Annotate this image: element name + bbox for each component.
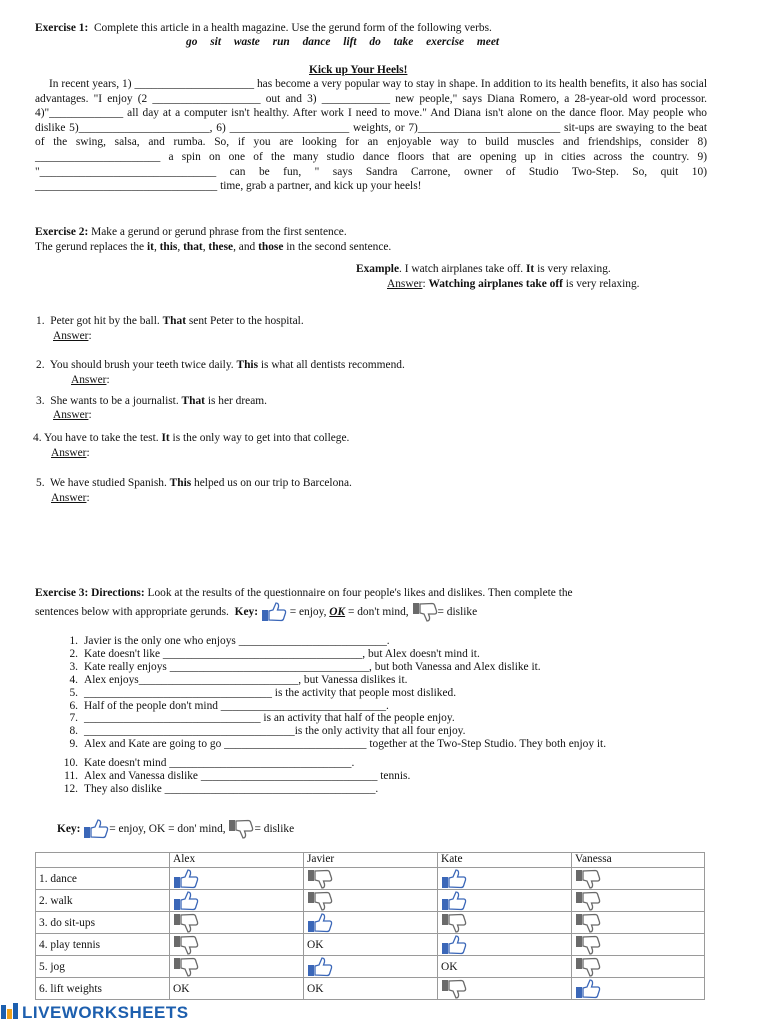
rating-cell (438, 868, 572, 890)
rating-cell (438, 912, 572, 934)
answer-field[interactable]: Answer: (51, 447, 90, 459)
table-header-cell (36, 853, 170, 868)
list-item: 10. Kate doesn't mind ________________________________. (63, 757, 355, 769)
thumbs-up-icon (307, 913, 333, 933)
thumbs-down-icon (575, 869, 601, 889)
example-answer: Answer: Watching airplanes take off is very relaxing. (387, 278, 640, 290)
list-item: 9. Alex and Kate are going to go _________________________ together at the Two-Step Studio. They both enjoy it. (69, 738, 607, 751)
rating-cell: OK (170, 978, 304, 1000)
thumbs-up-icon (261, 602, 287, 622)
list-item: 2. Kate doesn't like ___________________________________, but Alex doesn't mind it. (69, 647, 480, 660)
example-sentence: Example. I watch airplanes take off. It is very relaxing. (356, 263, 611, 275)
article-title: Kick up Your Heels! (309, 64, 408, 76)
table-row (36, 890, 705, 912)
list-item: 6. Half of the people don't mind _____________________________. (69, 699, 389, 712)
ex2-item: 2. You should brush your teeth twice daily. This is what all dentists recommend. (36, 359, 405, 371)
thumbs-down-icon (307, 891, 333, 911)
ex3-heading: Exercise 3: Directions: Look at the results of the questionnaire on four people's likes and dislikes. Then complete the (35, 587, 573, 599)
ex3-sentence-list (56, 635, 606, 751)
table-row (36, 978, 705, 1000)
ex3-key-line: sentences below with appropriate gerunds. Key: = enjoy, OK = don't mind, = dislike (35, 602, 477, 622)
thumbs-down-icon (441, 913, 467, 933)
rating-cell (572, 868, 705, 890)
rating-cell (170, 912, 304, 934)
ex2-heading: Exercise 2: Make a gerund or gerund phrase from the first sentence. (35, 226, 347, 238)
thumbs-up-icon (173, 869, 199, 889)
thumbs-down-icon (575, 935, 601, 955)
list-item: 4. Alex enjoys____________________________, but Vanessa dislikes it. (69, 673, 408, 686)
rating-cell (438, 934, 572, 956)
rating-cell (572, 934, 705, 956)
rating-cell (170, 956, 304, 978)
questionnaire-table (35, 852, 705, 1000)
activity-cell: 5. jog (36, 956, 170, 978)
ex2-instruction-line: The gerund replaces the it, this, that, these, and those in the second sentence. (35, 241, 392, 253)
list-item: 12. They also dislike _____________________________________. (63, 782, 379, 795)
activity-cell: 4. play tennis (36, 934, 170, 956)
thumbs-up-icon (441, 869, 467, 889)
thumbs-down-icon (575, 957, 601, 977)
list-item: 1. Javier is the only one who enjoys __________________________. (69, 635, 390, 647)
answer-field[interactable]: Answer: (51, 492, 90, 504)
list-item: 3. Kate really enjoys ___________________________________, but both Vanessa and Alex dislike it. (69, 660, 541, 673)
rating-cell (438, 890, 572, 912)
thumbs-down-icon (441, 979, 467, 999)
activity-cell: 3. do sit-ups (36, 912, 170, 934)
table-header-row (36, 853, 705, 868)
ex2-item: 1. Peter got hit by the ball. That sent Peter to the hospital. (36, 315, 304, 327)
activity-cell: 2. walk (36, 890, 170, 912)
rating-cell (572, 956, 705, 978)
thumbs-up-icon (173, 891, 199, 911)
thumbs-down-icon (575, 913, 601, 933)
thumbs-up-icon (441, 935, 467, 955)
brand-mark-icon (0, 1002, 20, 1025)
answer-field[interactable]: Answer: (53, 409, 92, 421)
rating-cell (304, 868, 438, 890)
answer-field[interactable]: Answer: (71, 374, 110, 386)
ex2-item: 5. We have studied Spanish. This helped us on our trip to Barcelona. (36, 477, 352, 489)
ex1-heading: Exercise 1: Complete this article in a health magazine. Use the gerund form of the following verbs. (35, 22, 492, 34)
thumbs-up-icon (307, 957, 333, 977)
list-item: 5. _________________________________ is the activity that people most disliked. (69, 686, 457, 699)
table-row (36, 912, 705, 934)
thumbs-up-icon (83, 819, 109, 839)
ex3-sentence-list-2 (56, 757, 410, 796)
rating-cell: OK (304, 934, 438, 956)
table-header-cell: Alex (170, 853, 304, 868)
thumbs-up-icon (441, 891, 467, 911)
rating-cell: OK (304, 978, 438, 1000)
article-body: In recent years, 1) _____________________ has become a very popular way to stay in shape. In addition to its health benefits, it also has social advantages. "I enjoy (2 ___________________ out and 3) ____________ new people," says Diana Romero, a 28-year-old word processor. 4)"_____________ all day at a computer isn't healthy. After work I need to move." And Diana isn't alone on the dance floor. May people who dislike 5)_______________________, 6) _____________________ weights, or 7)_________________________ sit-ups are swaying to the beat of the swing, salsa, and rumba. So, if you are looking for an enjoyable way to build muscles and friendships, consider 8) ______________________ a spin on one of the many studio dance floors that are opening up in cities across the country. 9) "_______________________________ can be fun, " says Sandra Carrone, owner of Studio Two-Step. So, quit 10) ________________________________ time, grab a partner, and kick up your heels! (35, 78, 707, 193)
list-item: 11. Alex and Vanessa dislike _______________________________ tennis. (64, 769, 411, 782)
rating-cell (170, 890, 304, 912)
rating-cell (304, 912, 438, 934)
rating-cell (572, 912, 705, 934)
rating-cell (572, 890, 705, 912)
thumbs-down-icon (307, 869, 333, 889)
table-header-cell: Javier (304, 853, 438, 868)
table-header-cell: Vanessa (572, 853, 705, 868)
ex2-item: 4. You have to take the test. It is the only way to get into that college. (33, 432, 350, 444)
rating-cell: OK (438, 956, 572, 978)
activity-cell: 6. lift weights (36, 978, 170, 1000)
rating-cell (304, 956, 438, 978)
rating-cell (572, 978, 705, 1000)
activity-cell: 1. dance (36, 868, 170, 890)
rating-cell (438, 978, 572, 1000)
table-row (36, 934, 705, 956)
thumbs-down-icon (173, 913, 199, 933)
list-item: 8. _____________________________________is the only activity that all four enjoy. (69, 725, 466, 738)
table-header-cell: Kate (438, 853, 572, 868)
brand-name: LIVEWORKSHEETS (22, 1002, 189, 1022)
ex1-verb-list: go sit waste run dance lift do take exercise meet (186, 36, 500, 48)
key-legend: Key: = enjoy, OK = don' mind, = dislike (57, 818, 294, 840)
liveworksheets-logo (0, 1002, 189, 1025)
rating-cell (304, 890, 438, 912)
thumbs-up-icon (575, 979, 601, 999)
thumbs-down-icon (228, 819, 254, 839)
thumbs-down-icon (412, 602, 438, 622)
rating-cell (170, 934, 304, 956)
answer-field[interactable]: Answer: (53, 330, 92, 342)
ex2-item: 3. She wants to be a journalist. That is her dream. (36, 395, 267, 407)
list-item: 7. _______________________________ is an activity that half of the people enjoy. (69, 712, 455, 725)
thumbs-down-icon (173, 957, 199, 977)
table-row (36, 868, 705, 890)
thumbs-down-icon (173, 935, 199, 955)
table-row (36, 956, 705, 978)
thumbs-down-icon (575, 891, 601, 911)
rating-cell (170, 868, 304, 890)
